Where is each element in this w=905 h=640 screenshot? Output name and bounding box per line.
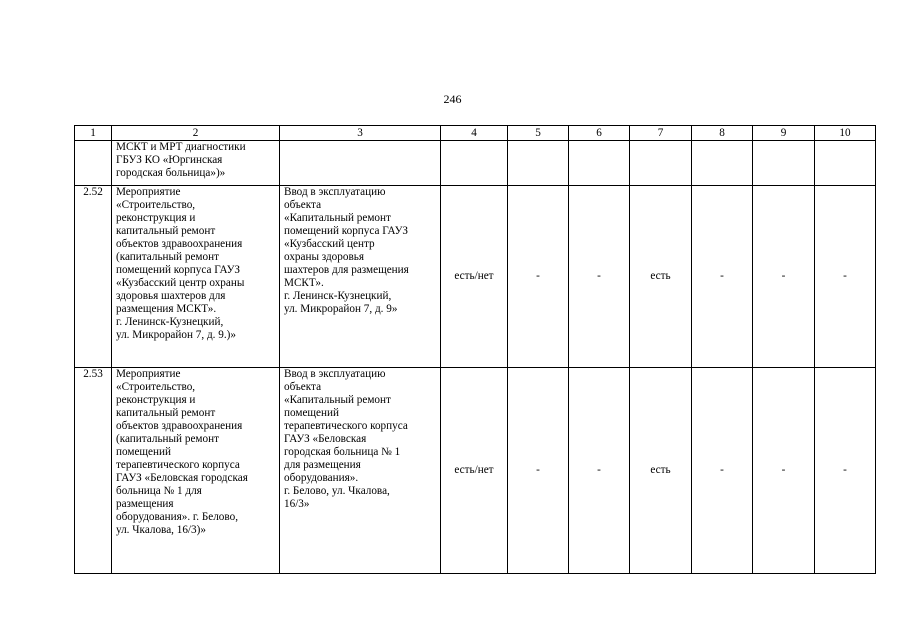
column-header: 7 bbox=[630, 126, 692, 141]
value-cell: есть/нет bbox=[441, 186, 508, 368]
column-header: 3 bbox=[280, 126, 441, 141]
value-cell: есть bbox=[630, 368, 692, 574]
column-header: 1 bbox=[75, 126, 112, 141]
value-cell bbox=[753, 141, 815, 186]
table-header-row bbox=[75, 126, 876, 141]
event-cell: МСКТ и МРТ диагностики ГБУЗ КО «Юргинская городская больница»)» bbox=[112, 141, 280, 186]
column-header: 10 bbox=[815, 126, 876, 141]
value-cell bbox=[692, 141, 753, 186]
value-cell bbox=[441, 141, 508, 186]
result-cell: Ввод в эксплуатацию объекта «Капитальный ремонт помещений корпуса ГАУЗ «Кузбасский центр охраны здоровья шахтеров для размещения МСКТ». г. Ленинск-Кузнецкий, ул. Микрорайон 7, д. 9» bbox=[280, 186, 441, 368]
value-cell: - bbox=[692, 186, 753, 368]
event-cell: Мероприятие «Строительство, реконструкция и капитальный ремонт объектов здравоохранения (капитальный ремонт помещений корпуса ГАУЗ «Кузбасский центр охраны здоровья шахтеров для размещения МСКТ». г. Ленинск-Кузнецкий, ул. Микрорайон 7, д. 9.)» bbox=[112, 186, 280, 368]
column-header: 8 bbox=[692, 126, 753, 141]
value-cell bbox=[815, 141, 876, 186]
row-number bbox=[75, 141, 112, 186]
event-cell: Мероприятие «Строительство, реконструкция и капитальный ремонт объектов здравоохранения (капитальный ремонт помещений терапевтического корпуса ГАУЗ «Беловская городская больница № 1 для размещения оборудования». г. Белово, ул. Чкалова, 16/3)» bbox=[112, 368, 280, 574]
value-cell: есть/нет bbox=[441, 368, 508, 574]
value-cell: - bbox=[508, 368, 569, 574]
value-cell: - bbox=[569, 368, 630, 574]
value-cell: - bbox=[753, 368, 815, 574]
indicator-table bbox=[74, 125, 876, 574]
row-number: 2.52 bbox=[75, 186, 112, 368]
value-cell: - bbox=[815, 368, 876, 574]
result-cell: Ввод в эксплуатацию объекта «Капитальный ремонт помещений терапевтического корпуса ГАУЗ «Беловская городская больница № 1 для размещения оборудования». г. Белово, ул. Чкалова, 16/3» bbox=[280, 368, 441, 574]
table-row bbox=[75, 368, 876, 574]
row-number: 2.53 bbox=[75, 368, 112, 574]
value-cell bbox=[569, 141, 630, 186]
value-cell: - bbox=[692, 368, 753, 574]
value-cell: - bbox=[569, 186, 630, 368]
value-cell: - bbox=[815, 186, 876, 368]
value-cell bbox=[630, 141, 692, 186]
value-cell bbox=[508, 141, 569, 186]
column-header: 9 bbox=[753, 126, 815, 141]
table-row bbox=[75, 141, 876, 186]
column-header: 4 bbox=[441, 126, 508, 141]
column-header: 6 bbox=[569, 126, 630, 141]
result-cell bbox=[280, 141, 441, 186]
column-header: 2 bbox=[112, 126, 280, 141]
value-cell: - bbox=[508, 186, 569, 368]
value-cell: есть bbox=[630, 186, 692, 368]
column-header: 5 bbox=[508, 126, 569, 141]
page-number: 246 bbox=[443, 92, 462, 106]
table-row bbox=[75, 186, 876, 368]
value-cell: - bbox=[753, 186, 815, 368]
